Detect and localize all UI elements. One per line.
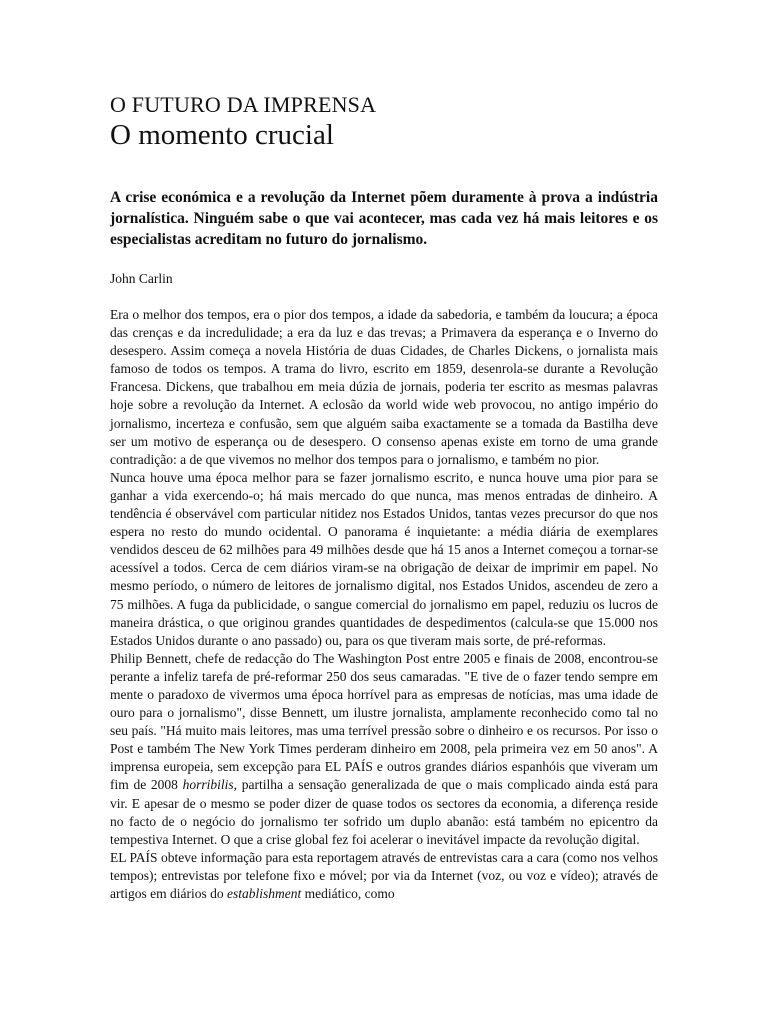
article-author: John Carlin [110, 271, 173, 286]
paragraph-4-text-end: mediático, como [301, 886, 395, 901]
paragraph-4-text-start: EL PAÍS obteve informação para esta reportagem através de entrevistas cara a cara (como nos velhos tempos); entrevistas por telefone fixo e móvel; por via da Internet (voz, ou voz e vídeo); através de artigos em diários do [110, 849, 658, 901]
article-kicker: O FUTURO DA IMPRENSA [110, 92, 377, 117]
article-body [110, 306, 658, 903]
body-paragraph-4 [110, 849, 658, 903]
article-lead: A crise económica e a revolução da Internet põem duramente à prova a indústria jornalística. Ninguém sabe o que vai acontecer, mas cada vez há mais leitores e os especialistas acreditam no futuro do jornalismo. [110, 189, 658, 248]
body-paragraph-3 [110, 650, 658, 849]
paragraph-3-text-end: , partilha a sensação generalizada de que o mais complicado ainda está para vir. E apesar de o mesmo se poder dizer de quase todos os sectores da economia, a diferença reside no facto de o negócio do jornalismo ter sofrido um duplo abanão: está também no epicentro da tempestiva Internet. O que a crise global fez foi acelerar o inevitável impacte da revolução digital. [110, 777, 658, 847]
article-headline: O momento crucial [110, 119, 334, 151]
article [110, 92, 658, 903]
body-paragraph-1: Era o melhor dos tempos, era o pior dos tempos, a idade da sabedoria, e também da loucura; a época das crenças e da incredulidade; a era da luz e das trevas; a Primavera da esperança e o Inverno do desespero. Assim começa a novela História de duas Cidades, de Charles Dickens, o jornalista mais famoso de todos os tempos. A trama do livro, escrito em 1859, desenrola-se durante a Revolução Francesa. Dickens, que trabalhou em meia dúzia de jornais, poderia ter escrito as mesmas palavras hoje sobre a revolução da Internet. A eclosão da world wide web provocou, no antigo império do jornalismo, incerteza e confusão, sem que alguém saiba exactamente se a tomada da Bastilha deve ser um motivo de esperança ou de desespero. O consenso apenas existe em torno de uma grande contradição: a de que vivemos no melhor dos tempos para o jornalismo, e também no pior. [110, 307, 658, 467]
paragraph-3-text-start: Philip Bennett, chefe de redacção do The Washington Post entre 2005 e finais de 2008, encontrou-se perante a infeliz tarefa de pré-reformar 250 dos seus camaradas. "E tive de o fazer tendo sempre em mente o paradoxo de vivermos uma época horrível para as empresas de notícias, mas uma idade de ouro para o jornalismo", disse Bennett, um ilustre jornalista, amplamente reconhecido como tal no seu país. "Há muito mais leitores, mas uma terrível pressão sobre o dinheiro e os recursos. Por isso o Post e também The New York Times perderam dinheiro em 2008, pela primeira vez em 50 anos". A imprensa europeia, sem excepção para EL PAÍS e outros grandes diários espanhóis que viveram um fim de 2008 [110, 650, 658, 793]
paragraph-4-emphasis: establishment [226, 886, 302, 901]
body-paragraph-2: Nunca houve uma época melhor para se fazer jornalismo escrito, e nunca houve uma pior para se ganhar a vida exercendo-o; há mais mercado do que nunca, mas menos entradas de dinheiro. A tendência é observável com particular nitidez nos Estados Unidos, tantas vezes precursor do que nos espera no resto do mundo ocidental. O panorama é inquietante: a média diária de exemplares vendidos desceu de 62 milhões para 49 milhões desde que há 15 anos a Internet começou a tornar-se acessível a todos. Cerca de cem diários viram-se na obrigação de deixar de imprimir em papel. No mesmo período, o número de leitores de jornalismo digital, nos Estados Unidos, ascendeu de zero a 75 milhões. A fuga da publicidade, o sangue comercial do jornalismo em papel, reduziu os lucros de maneira drástica, o que originou grandes quantidades de despedimentos (calcula-se que 15.000 nos Estados Unidos durante o ano passado) ou, para os que tiveram mais sorte, de pré-reformas. [110, 469, 658, 648]
paragraph-3-emphasis: horribilis [182, 777, 234, 793]
